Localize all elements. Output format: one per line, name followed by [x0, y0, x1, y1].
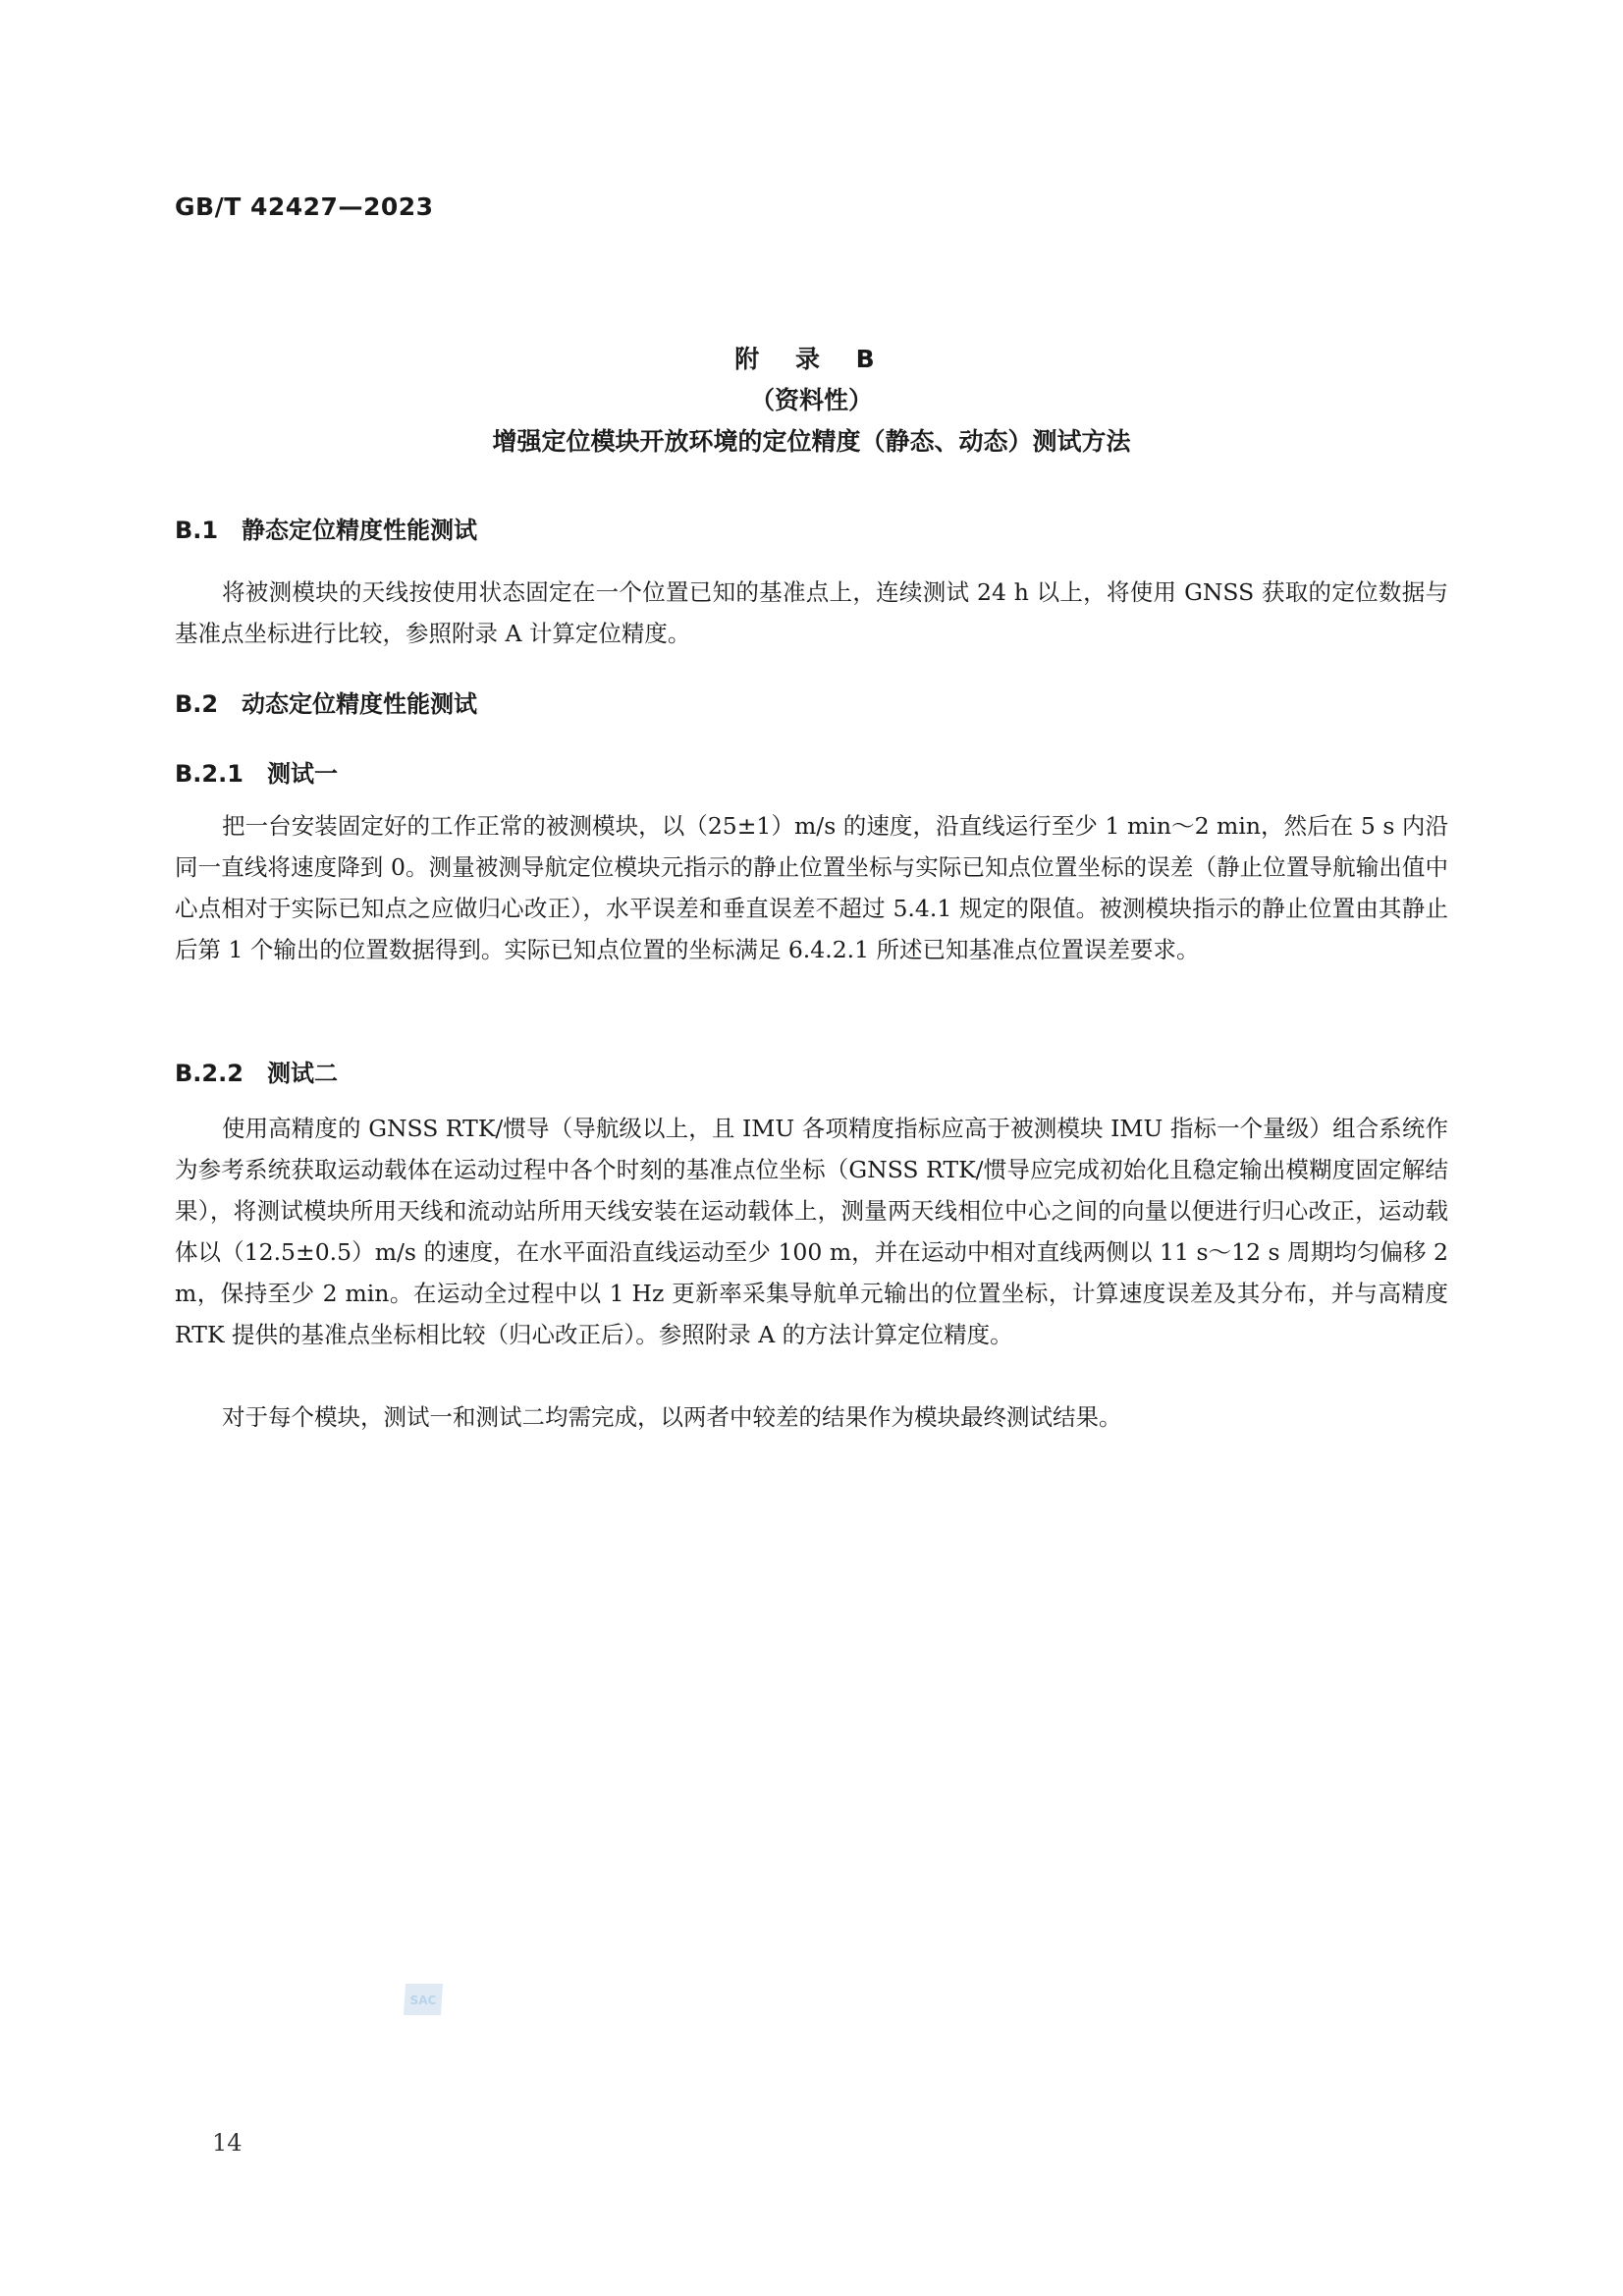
paragraph: 对于每个模块，测试一和测试二均需完成，以两者中较差的结果作为模块最终测试结果。 [222, 1403, 1122, 1431]
subsection-heading-b2-2 [175, 1054, 338, 1088]
section-number: B.1 [175, 517, 219, 544]
paragraph: 把一台安装固定好的工作正常的被测模块，以（25±1）m/s 的速度，沿直线运行至少 1 min～2 min，然后在 5 s 内沿同一直线将速度降到 0。测量被测导航定位模块元指示的静止位置坐标与实际已知点位置坐标的误差（静止位置导航输出值中心点相对于实际已知点之应做归心改正），水平误差和垂直误差不超过 5.4.1 规定的限值。被测模块指示的静止位置由其静止后第 1 个输出的位置数据得到。实际已知点位置的坐标满足 6.4.2.1 所述已知基准点位置误差要求。 [175, 812, 1448, 963]
section-number: B.2 [175, 690, 219, 718]
watermark-text: SAC [409, 1994, 437, 2007]
document-number: GB/T 42427—2023 [175, 192, 434, 221]
section-heading-b2 [175, 684, 477, 719]
paragraph: 使用高精度的 GNSS RTK/惯导（导航级以上，且 IMU 各项精度指标应高于被测模块 IMU 指标一个量级）组合系统作为参考系统获取运动载体在运动过程中各个时刻的基准点位坐标（GNSS RTK/惯导应完成初始化且稳定输出模糊度固定解结果），将测试模块所用天线和流动站所用天线安装在运动载体上，测量两天线相位中心之间的向量以便进行归心改正，运动载体以（12.5±0.5）m/s 的速度，在水平面沿直线运动至少 100 m，并在运动中相对直线两侧以 11 s～12 s 周期均匀偏移 2 m，保持至少 2 min。在运动全过程中以 1 Hz 更新率采集导航单元输出的位置坐标，计算速度误差及其分布，并与高精度 RTK 提供的基准点坐标相比较（归心改正后）。参照附录 A 的方法计算定位精度。 [175, 1115, 1448, 1348]
subsection-number: B.2.2 [175, 1060, 243, 1087]
sac-watermark-logo [400, 1982, 447, 2017]
appendix-nature: （资料性） [749, 386, 873, 414]
subsection-number: B.2.1 [175, 760, 243, 788]
subsection-heading-b2-1 [175, 754, 338, 789]
appendix-title: 附 录 B [734, 345, 889, 373]
paragraph: 将被测模块的天线按使用状态固定在一个位置已知的基准点上，连续测试 24 h 以上，将使用 GNSS 获取的定位数据与基准点坐标进行比较，参照附录 A 计算定位精度。 [175, 578, 1448, 647]
appendix-name: 增强定位模块开放环境的定位精度（静态、动态）测试方法 [492, 427, 1131, 456]
subsection-title: 测试二 [267, 1060, 338, 1087]
section-title: 动态定位精度性能测试 [242, 690, 477, 718]
page-number: 14 [212, 2129, 243, 2157]
subsection-title: 测试一 [267, 760, 338, 788]
section-heading-b1 [175, 511, 477, 545]
section-title: 静态定位精度性能测试 [242, 517, 477, 544]
